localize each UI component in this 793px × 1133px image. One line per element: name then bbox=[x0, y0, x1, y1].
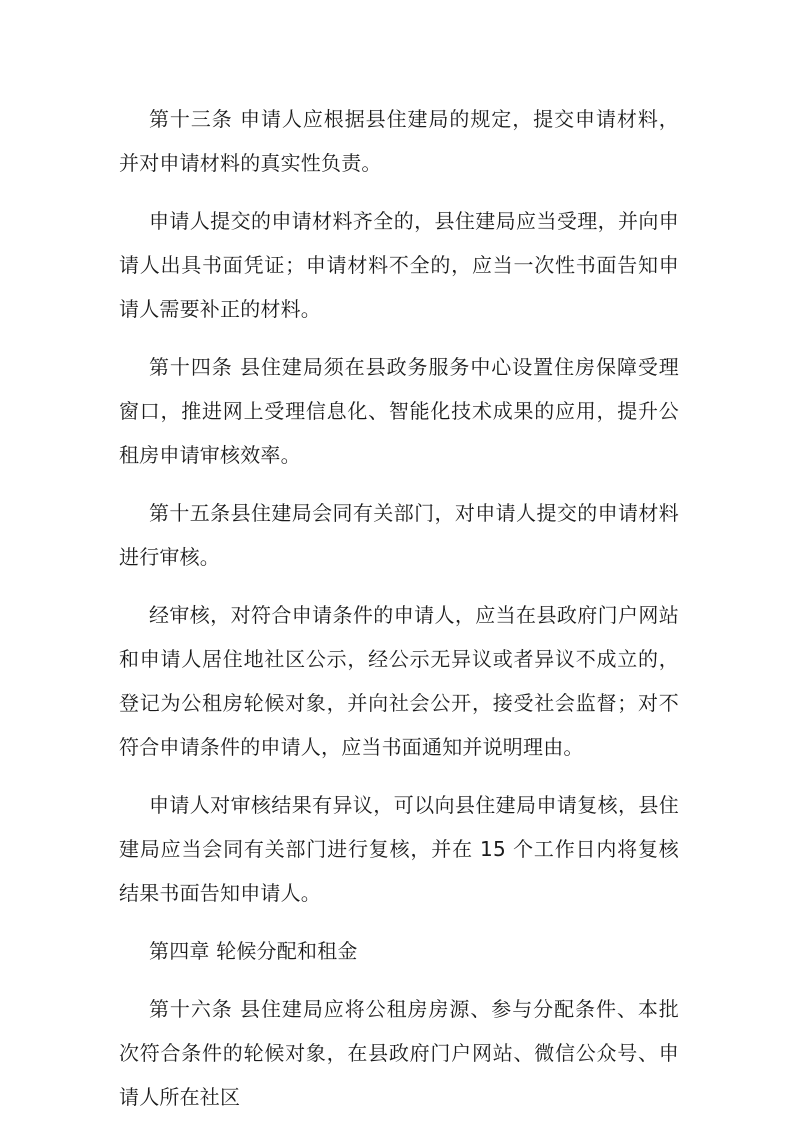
article-15-clause-3-paragraph: 申请人对审核结果有异议，可以向县住建局申请复核，县住建局应当会同有关部门进行复核，并在 15 个工作日内将复核结果书面告知申请人。 bbox=[119, 793, 679, 905]
article-14-paragraph: 第十四条 县住建局须在县政务服务中心设置住房保障受理窗口，推进网上受理信息化、智能化技术成果的应用，提升公租房申请审核效率。 bbox=[119, 355, 679, 467]
article-13-clause-2-paragraph: 申请人提交的申请材料齐全的，县住建局应当受理，并向申请人出具书面凭证；申请材料不全的，应当一次性书面告知申请人需要补正的材料。 bbox=[119, 209, 679, 321]
article-15-paragraph: 第十五条县住建局会同有关部门，对申请人提交的申请材料进行审核。 bbox=[119, 501, 679, 569]
article-13-paragraph: 第十三条 申请人应根据县住建局的规定，提交申请材料，并对申请材料的真实性负责。 bbox=[119, 107, 679, 175]
article-16-paragraph: 第十六条 县住建局应将公租房房源、参与分配条件、本批次符合条件的轮候对象，在县政府门户网站、微信公众号、申请人所在社区 bbox=[119, 997, 679, 1109]
chapter-4-heading: 第四章 轮候分配和租金 bbox=[149, 939, 358, 963]
document-body bbox=[119, 97, 679, 1133]
article-15-clause-2-paragraph: 经审核，对符合申请条件的申请人，应当在县政府门户网站和申请人居住地社区公示，经公示无异议或者异议不成立的，登记为公租房轮候对象，并向社会公开，接受社会监督；对不符合申请条件的申请人，应当书面通知并说明理由。 bbox=[119, 603, 679, 759]
